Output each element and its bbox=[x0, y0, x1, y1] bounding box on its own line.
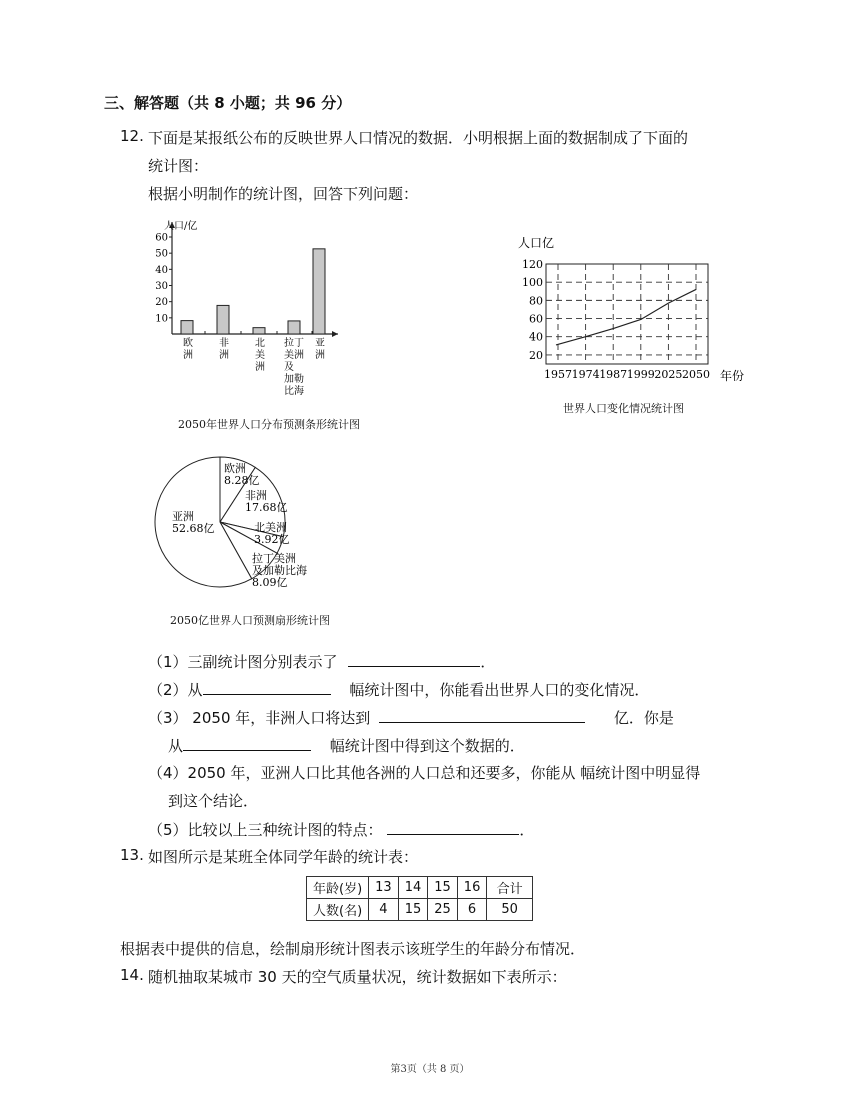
bar-chart-title: 2050年世界人口分布预测条形统计图 bbox=[178, 418, 360, 431]
line-chart-title: 世界人口变化情况统计图 bbox=[563, 402, 684, 415]
bar-y-tick-label: 30 bbox=[155, 281, 168, 292]
pie-label-2: 北美洲 bbox=[254, 521, 287, 534]
q12-sub3 bbox=[148, 706, 674, 728]
bar-chart-y-ticks bbox=[155, 233, 172, 325]
q13-text: 如图所示是某班全体同学年龄的统计表： bbox=[148, 848, 419, 866]
bar-category-label: 美 bbox=[255, 350, 265, 361]
bar-category-label: 比海 bbox=[284, 386, 304, 397]
table-cell: 15 bbox=[398, 899, 428, 921]
line-x-tick-label: 1999 bbox=[626, 368, 655, 381]
pie-label-3: 8.09亿 bbox=[252, 576, 288, 589]
pie-chart-title: 2050亿世界人口预测扇形统计图 bbox=[170, 614, 330, 627]
bar-category-label: 及 bbox=[284, 362, 294, 373]
bar-y-tick-label: 40 bbox=[155, 264, 168, 276]
age-table bbox=[306, 876, 533, 921]
q12-sub3-text-d: 幅统计图中得到这个数据的． bbox=[329, 737, 525, 755]
bar-category-label: 加勒 bbox=[284, 374, 304, 385]
bar-category-label: 洲 bbox=[315, 350, 325, 361]
line-x-tick-label: 2025 bbox=[654, 368, 683, 381]
q12-sub1-text: （1）三副统计图分别表示了 bbox=[148, 653, 338, 671]
bar-0 bbox=[181, 321, 193, 334]
page-footer: 第3页（共 8 页） bbox=[390, 1064, 470, 1075]
bar-chart-categories bbox=[183, 336, 325, 397]
bar-category-label: 欧 bbox=[183, 338, 193, 349]
table-row bbox=[307, 877, 533, 899]
line-chart-xlabel: 年份 bbox=[720, 369, 745, 383]
pie-label-3: 拉丁美洲 bbox=[252, 552, 296, 565]
q12-sub3-text-c: 从 bbox=[168, 737, 184, 755]
q12-sub2-blank[interactable] bbox=[203, 678, 331, 695]
line-y-tick-label: 100 bbox=[522, 276, 543, 290]
q13-number: 13. bbox=[120, 846, 144, 864]
line-x-tick-label: 1957 bbox=[544, 368, 572, 381]
line-y-tick-label: 80 bbox=[529, 294, 543, 308]
q12-sub3-cont bbox=[168, 734, 525, 756]
q12-sub5 bbox=[148, 818, 534, 840]
table-cell: 50 bbox=[487, 899, 533, 921]
line-chart-y-ticks bbox=[522, 258, 543, 362]
line-y-tick-label: 120 bbox=[522, 258, 543, 271]
table-cell: 13 bbox=[369, 877, 399, 899]
table-cell: 15 bbox=[428, 877, 458, 899]
bar-category-label: 洲 bbox=[183, 350, 193, 361]
bar-y-tick-label: 50 bbox=[155, 248, 168, 260]
bar-chart bbox=[140, 212, 350, 412]
q12-number: 12. bbox=[120, 127, 144, 145]
q14-text: 随机抽取某城市 30 天的空气质量状况，统计数据如下表所示： bbox=[148, 968, 567, 986]
pie-label-2: 3.92亿 bbox=[254, 533, 290, 546]
table-cell: 合计 bbox=[487, 877, 533, 899]
line-chart-ylabel: 人口亿 bbox=[518, 236, 555, 250]
table-row bbox=[307, 899, 533, 921]
q12-sub2 bbox=[148, 678, 649, 700]
bar-category-label: 美洲 bbox=[284, 350, 304, 361]
bar-4 bbox=[313, 249, 325, 334]
line-y-tick-label: 20 bbox=[529, 348, 543, 362]
line-y-tick-label: 60 bbox=[529, 312, 543, 326]
q12-sub4-line1: （4）2050 年，亚洲人口比其他各洲的人口总和还要多，你能从 幅统计图中明显得 bbox=[148, 764, 701, 782]
bar-category-label: 洲 bbox=[255, 362, 265, 373]
q12-sub3-blank-a[interactable] bbox=[379, 706, 585, 723]
line-x-tick-label: 1974 bbox=[571, 368, 600, 381]
q12-sub3-text-b: 亿．你是 bbox=[613, 709, 674, 727]
bar-y-tick-label: 20 bbox=[155, 297, 168, 309]
pie-label-4: 52.68亿 bbox=[172, 522, 215, 535]
bar-x-arrow bbox=[332, 331, 338, 337]
q14-number: 14. bbox=[120, 966, 144, 984]
bar-category-label: 洲 bbox=[219, 350, 229, 361]
bar-category-label: 北 bbox=[255, 338, 265, 349]
q13-after: 根据表中提供的信息，绘制扇形统计图表示该班学生的年龄分布情况． bbox=[120, 940, 586, 958]
q12-sub5-end: ． bbox=[519, 821, 535, 839]
line-chart bbox=[510, 232, 760, 390]
pie-label-3: 及加勒比海 bbox=[252, 564, 307, 577]
q12-sub5-blank[interactable] bbox=[387, 818, 519, 835]
q12-intro-line1: 下面是某报纸公布的反映世界人口情况的数据．小明根据上面的数据制成了下面的 bbox=[148, 129, 689, 147]
bar-category-label: 非 bbox=[219, 338, 229, 349]
line-frame bbox=[546, 264, 708, 364]
q12-intro-line3: 根据小明制作的统计图，回答下列问题： bbox=[148, 185, 419, 203]
bar-1 bbox=[217, 305, 229, 334]
bar-3 bbox=[288, 321, 300, 334]
bar-category-label: 亚 bbox=[315, 338, 325, 349]
table-cell: 14 bbox=[398, 877, 428, 899]
q12-sub4-line2: 到这个结论． bbox=[168, 792, 259, 810]
pie-chart bbox=[150, 452, 330, 602]
table-cell: 人数(名) bbox=[307, 899, 369, 921]
q12-sub1 bbox=[148, 650, 495, 672]
pie-label-1: 非洲 bbox=[245, 489, 267, 502]
table-cell: 25 bbox=[428, 899, 458, 921]
q12-sub2-text-b: 幅统计图中，你能看出世界人口的变化情况． bbox=[349, 681, 650, 699]
q12-sub1-end: ． bbox=[480, 653, 496, 671]
table-cell: 6 bbox=[457, 899, 487, 921]
pie-label-4: 亚洲 bbox=[172, 510, 194, 523]
pie-label-0: 欧洲 bbox=[224, 462, 246, 475]
table-cell: 年龄(岁) bbox=[307, 877, 369, 899]
bar-chart-ylabel: 人口/亿 bbox=[164, 221, 198, 232]
line-x-tick-label: 1987 bbox=[599, 368, 628, 381]
pie-label-1: 17.68亿 bbox=[245, 501, 288, 514]
q12-intro-line2: 统计图： bbox=[148, 157, 209, 175]
q12-sub3-blank-b[interactable] bbox=[183, 734, 311, 751]
line-chart-x-ticks bbox=[544, 368, 710, 381]
table-cell: 4 bbox=[369, 899, 399, 921]
table-cell: 16 bbox=[457, 877, 487, 899]
bar-y-tick-label: 10 bbox=[155, 313, 168, 325]
q12-sub5-text: （5）比较以上三种统计图的特点： bbox=[148, 821, 383, 839]
q12-sub2-text-a: （2）从 bbox=[148, 681, 203, 699]
q12-sub1-blank[interactable] bbox=[348, 650, 480, 667]
bar-chart-bars bbox=[181, 249, 325, 334]
line-x-tick-label: 2050 bbox=[682, 368, 710, 381]
bar-category-label: 拉丁 bbox=[284, 338, 304, 349]
bar-2 bbox=[253, 328, 265, 334]
section-title: 三、解答题（共 8 小题；共 96 分） bbox=[104, 94, 352, 112]
bar-y-tick-label: 60 bbox=[155, 232, 168, 244]
pie-label-0: 8.28亿 bbox=[224, 474, 260, 487]
line-chart-grid bbox=[546, 264, 708, 364]
line-y-tick-label: 40 bbox=[529, 330, 543, 344]
q12-sub3-text-a: （3） 2050 年，非洲人口将达到 bbox=[148, 709, 371, 727]
